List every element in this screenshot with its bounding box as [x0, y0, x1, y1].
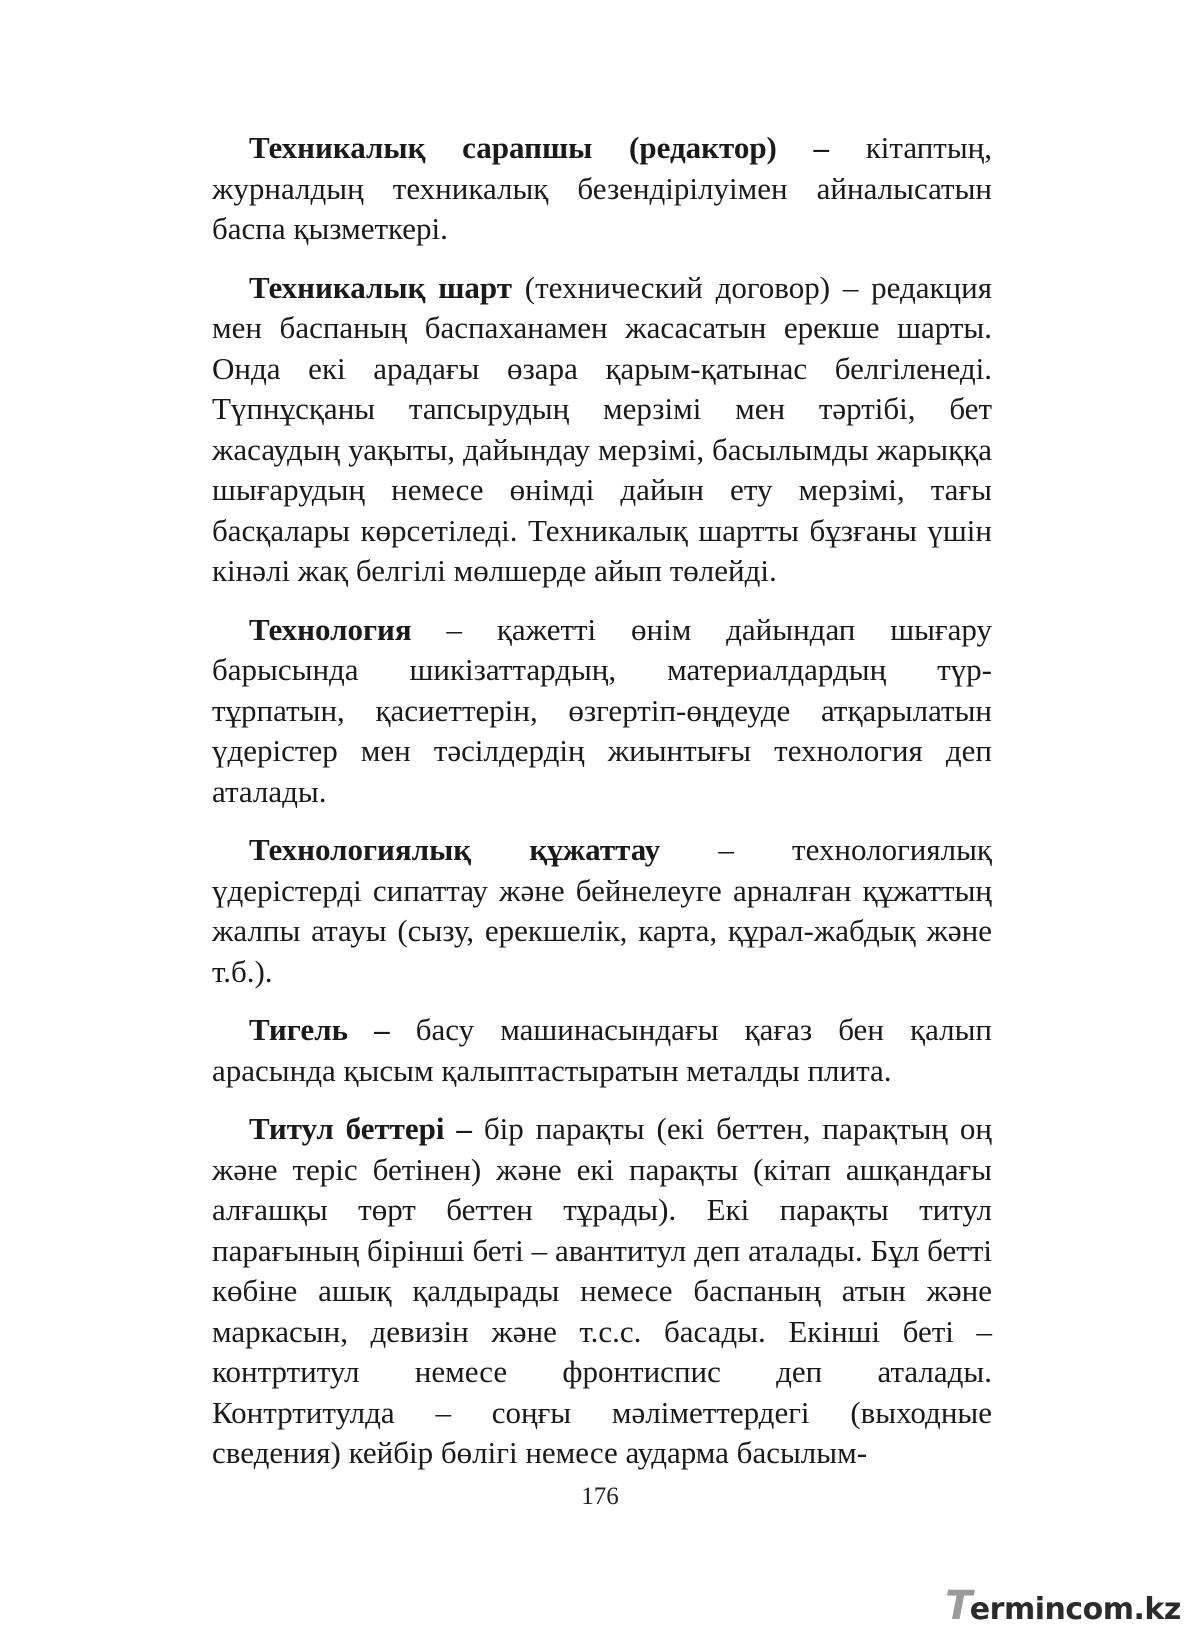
entry-definition: кітаптың, журналдың техникалық безендірілуімен айналысатын баспа қызметкері. [212, 130, 992, 246]
page-body [212, 128, 992, 1492]
glossary-entry [212, 610, 992, 813]
entry-definition: – технологиялық үдерістерді сипаттау және бейнелеуге арналған құжаттың жалпы атауы (сызу, ерекшелік, карта, құрал-жабдық және т.б.). [212, 832, 992, 989]
glossary-entry [212, 1109, 992, 1474]
glossary-entry [212, 268, 992, 592]
glossary-entry [212, 830, 992, 992]
entry-term: Титул беттері – [249, 1111, 472, 1146]
page-number: 176 [581, 1483, 619, 1510]
watermark-initial: T [945, 1583, 972, 1629]
entry-term: Технология [249, 611, 412, 647]
entry-definition: басу машинасындағы қағаз бен қалып арасында қысым қалыптастыратын металды плита. [212, 1012, 992, 1088]
glossary-entry [212, 128, 992, 250]
entry-definition: – қажетті өнім дайындап шығару барысында шикізаттардың, материалдардың түр-тұрпатын, қасиеттерін, өзгертіп-өңдеуде атқарылатын үдерістер мен тәсілдердің жиынтығы технология деп аталады. [212, 611, 992, 809]
watermark-logo[interactable] [945, 1583, 1181, 1629]
entry-term: Технологиялық құжаттау [249, 832, 661, 867]
entry-definition: бір парақты (екі беттен, парақтың оң және теріс бетінен) және екі парақты (кітап ашқандағы алғашқы төрт беттен тұрады). Екі парақты титул парағының бірінші беті – авантитул деп аталады. Бұл бетті көбіне ашық қалдырады немесе баспаның атын және маркасын, девизін және т.с.с. басады. Екінші беті – контртитул немесе фронтиспис деп аталады. Контртитулда – соңғы мәліметтердегі (выходные сведения) кейбір бөлігі немесе аударма басылым- [212, 1111, 993, 1470]
entry-term: Техникалық сарапшы (редактор) – [249, 130, 830, 165]
entry-term: Тигель – [249, 1012, 390, 1047]
watermark-text: ermincom.kz [969, 1592, 1181, 1627]
glossary-entry [212, 1010, 992, 1091]
entry-term: Техникалық шарт [249, 269, 512, 305]
entry-definition: (технический договор) – редакция мен баспаның баспаханамен жасасатын ерекше шарты. Онда екі арадағы өзара қарым-қатынас белгіленеді. Түпнұсқаны тапсырудың мерзімі мен тәртібі, бет жасаудың уақыты, дайындау мерзімі, басылымды жарыққа шығарудың немесе өнімді дайын ету мерзімі, тағы басқалары көрсетіледі. Техникалық шартты бұзғаны үшін кінәлі жақ белгілі мөлшерде айып төлейді. [212, 269, 992, 588]
